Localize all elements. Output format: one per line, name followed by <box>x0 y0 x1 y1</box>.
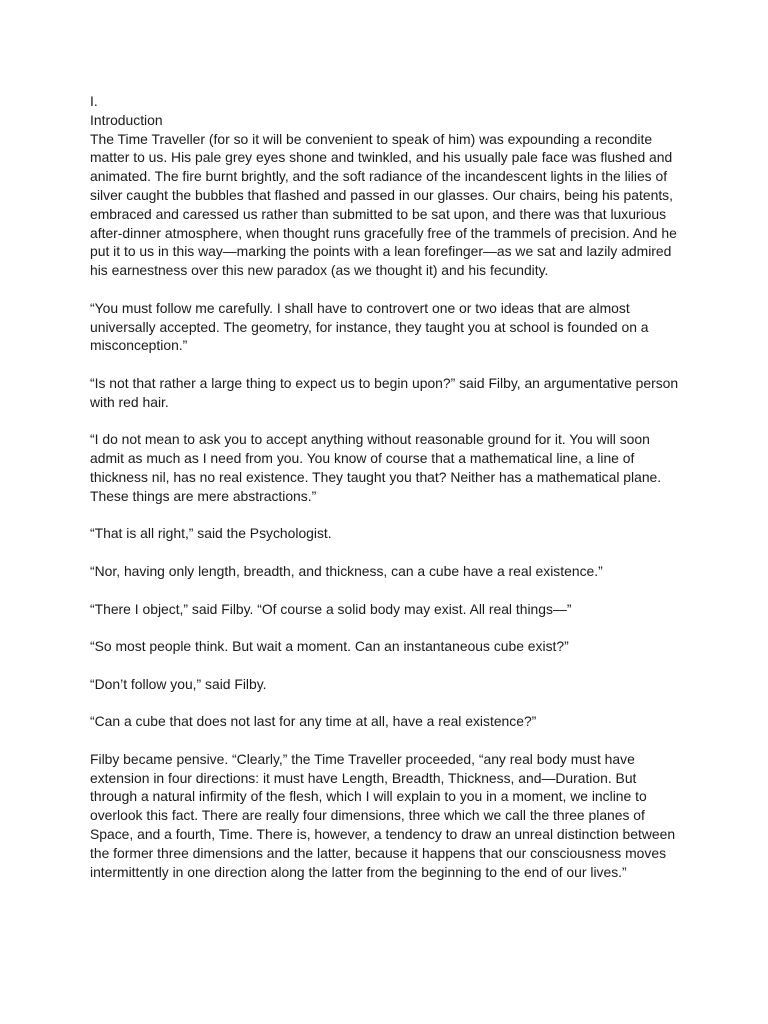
paragraph: Filby became pensive. “Clearly,” the Time Traveller proceeded, “any real body must have extension in four directions: it must have Length, Breadth, Thickness, and—Duration. But through a natural infirmity of the flesh, which I will explain to you in a moment, we incline to overlook this fact. There are really four dimensions, three which we call the three planes of Space, and a fourth, Time. There is, however, a tendency to draw an unreal distinction between the former three dimensions and the latter, because it happens that our consciousness moves intermittently in one direction along the latter from the beginning to the end of our lives.” <box>90 750 676 880</box>
chapter-title: Introduction <box>90 111 163 128</box>
paragraph: “I do not mean to ask you to accept anything without reasonable ground for it. You will soon admit as much as I need from you. You know of course that a mathematical line, a line of thickness nil, has no real existence. They taught you that? Neither has a mathematical plane. These things are mere abstractions.” <box>90 431 662 504</box>
paragraph: The Time Traveller (for so it will be convenient to speak of him) was expounding a recondite matter to us. His pale grey eyes shone and twinkled, and his usually pale face was flushed and animated. The fire burnt brightly, and the soft radiance of the incandescent lights in the lilies of silver caught the bubbles that flashed and passed in our glasses. Our chairs, being his patents, embraced and caressed us rather than submitted to be sat upon, and there was that luxurious after-dinner atmosphere, when thought runs gracefully free of the trammels of precision. And he put it to us in this way—marking the points with a lean forefinger—as we sat and lazily admired his earnestness over this new paradox (as we thought it) and his fecundity. <box>90 130 677 279</box>
text-column <box>90 92 680 900</box>
paragraph: “There I object,” said Filby. “Of course a solid body may exist. All real things—” <box>90 600 572 617</box>
paragraph: “Nor, having only length, breadth, and thickness, can a cube have a real existence.” <box>90 562 603 579</box>
chapter-number: I. <box>90 93 98 109</box>
paragraph: “That is all right,” said the Psychologist. <box>90 525 332 542</box>
paragraph: “Is not that rather a large thing to expect us to begin upon?” said Filby, an argumentative person with red hair. <box>90 374 679 410</box>
paragraph: “Can a cube that does not last for any time at all, have a real existence?” <box>90 713 537 730</box>
paragraph: “Don’t follow you,” said Filby. <box>90 675 267 692</box>
paragraph: “You must follow me carefully. I shall have to controvert one or two ideas that are almost universally accepted. The geometry, for instance, they taught you at school is founded on a misconception.” <box>90 299 649 354</box>
paragraph: “So most people think. But wait a moment. Can an instantaneous cube exist?” <box>90 638 569 655</box>
